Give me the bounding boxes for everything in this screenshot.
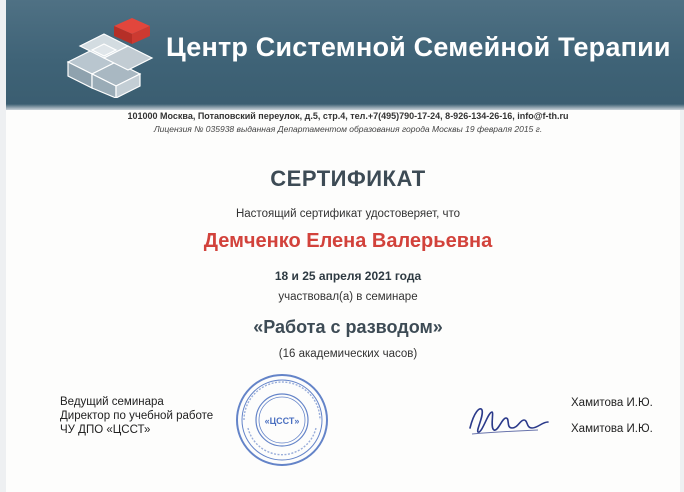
director-signatory-name: Хамитова И.Ю. <box>571 423 653 435</box>
role-seminar-leader: Ведущий семинара <box>60 396 164 408</box>
contact-address: 101000 Москва, Потаповский переулок, д.5, стр.4, тел.+7(495)790-17-24, 8-926-134-26-16, info@f-th.ru <box>127 111 569 121</box>
intro-text: Настоящий сертификат удостоверяет, что <box>235 208 461 220</box>
seminar-title: «Работа с разводом» <box>253 317 443 337</box>
recipient-name: Демченко Елена Валерьевна <box>203 230 493 252</box>
handwritten-signature-icon <box>464 398 554 442</box>
organization-title: Центр Системной Семейной Терапии <box>166 32 671 62</box>
seminar-dates: 18 и 25 апреля 2021 года <box>274 269 422 283</box>
participation-text: участвовал(а) в семинаре <box>278 291 418 303</box>
seminar-hours: (16 академических часов) <box>278 348 418 360</box>
role-institution: ЧУ ДПО «ЦССТ» <box>60 424 151 436</box>
certificate-title: СЕРТИФИКАТ <box>270 166 426 191</box>
stamp-text: «ЦССТ» <box>264 416 300 426</box>
role-director: Директор по учебной работе <box>60 410 214 422</box>
signatory-roles <box>60 395 213 437</box>
license-line: Лицензия № 035938 выданная Департаментом образования города Москвы 19 февраля 2015 г. <box>153 124 543 134</box>
leader-signatory-name: Хамитова И.Ю. <box>571 397 653 409</box>
round-seal-icon <box>234 372 330 468</box>
puzzle-cube-icon <box>58 16 158 98</box>
header-banner <box>6 0 684 110</box>
